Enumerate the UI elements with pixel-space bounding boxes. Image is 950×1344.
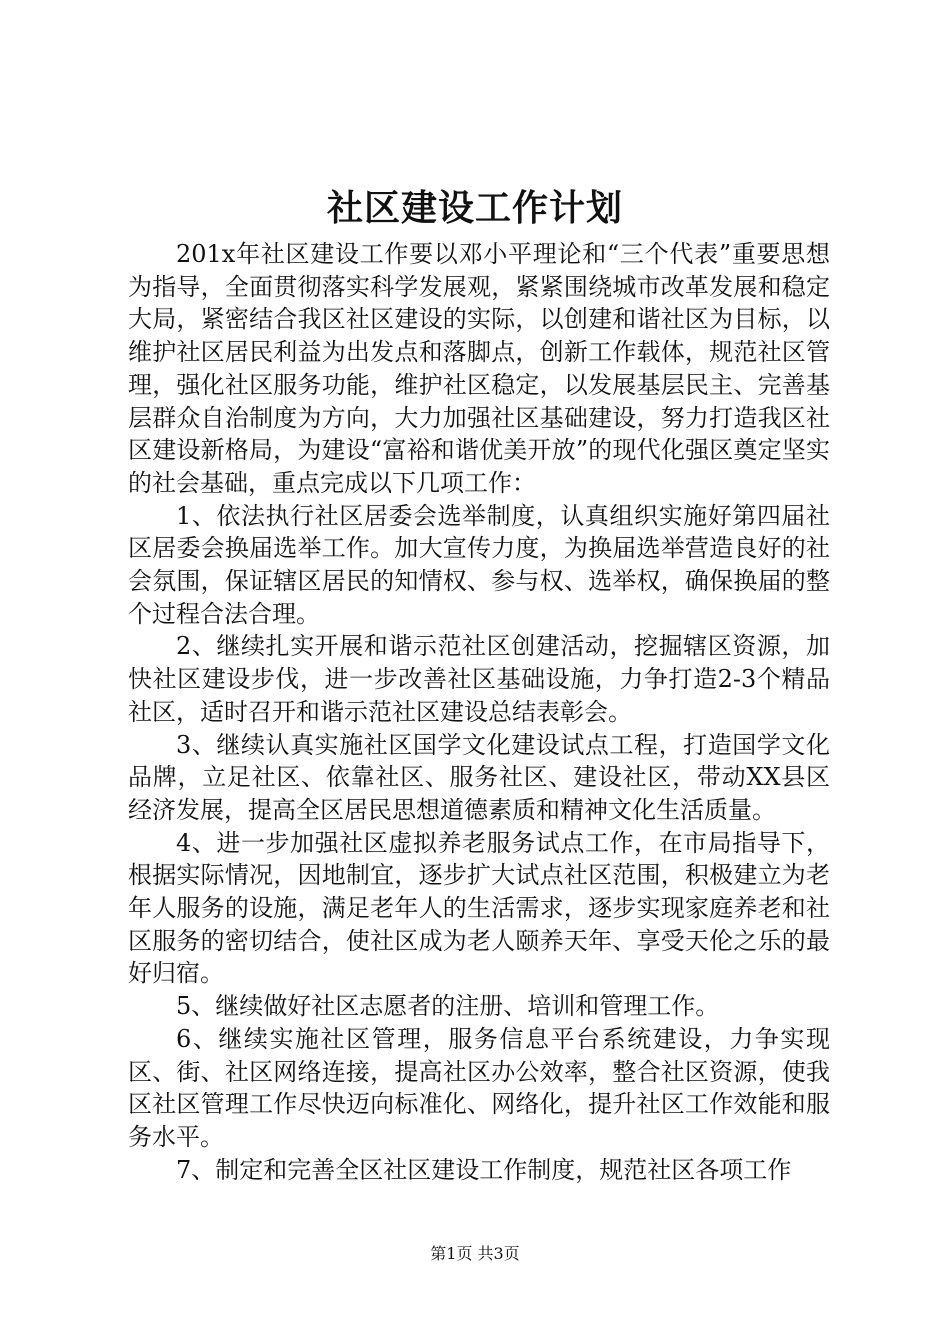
document-body [128,238,830,1186]
item-paragraph-2: 2、继续扎实开展和谐示范社区创建活动，挖掘辖区资源，加快社区建设步伐，进一步改善社区基础设施，力争打造2-3个精品社区，适时召开和谐示范社区建设总结表彰会。 [128,632,830,726]
item-paragraph-7: 7、制定和完善全区社区建设工作制度，规范社区各项工作 [176,1155,792,1184]
intro-paragraph: 201x年社区建设工作要以邓小平理论和“三个代表”重要思想为指导，全面贯彻落实科学发展观，紧紧围绕城市改革发展和稳定大局，紧密结合我区社区建设的实际，以创建和谐社区为目标，以维护社区居民利益为出发点和落脚点，创新工作载体，规范社区管理，强化社区服务功能，维护社区稳定，以发展基层民主、完善基层群众自治制度为方向，大力加强社区基础建设，努力打造我区社区建设新格局，为建设“富裕和谐优美开放”的现代化强区奠定坚实的社会基础，重点完成以下几项工作： [128,240,830,497]
item-paragraph-1: 1、依法执行社区居委会选举制度，认真组织实施好第四届社区居委会换届选举工作。加大宣传力度，为换届选举营造良好的社会氛围，保证辖区居民的知情权、参与权、选举权，确保换届的整个过程合法合理。 [128,501,830,628]
page-number-footer: 第1页 共3页 [430,1244,520,1263]
item-paragraph-6: 6、继续实施社区管理，服务信息平台系统建设，力争实现区、街、社区网络连接，提高社区办公效率，整合社区资源，使我区社区管理工作尽快迈向标准化、网络化，提升社区工作效能和服务水平。 [128,1024,830,1151]
document-title: 社区建设工作计划 [326,187,623,229]
item-paragraph-5: 5、继续做好社区志愿者的注册、培训和管理工作。 [176,992,720,1021]
item-paragraph-4: 4、进一步加强社区虚拟养老服务试点工作，在市局指导下，根据实际情况，因地制宜，逐步扩大试点社区范围，积极建立为老年人服务的设施，满足老年人的生活需求，逐步实现家庭养老和社区服务的密切结合，使社区成为老人颐养天年、享受天伦之乐的最好归宿。 [128,828,830,988]
item-paragraph-3: 3、继续认真实施社区国学文化建设试点工程，打造国学文化品牌，立足社区、依靠社区、服务社区、建设社区，带动XX县区经济发展，提高全区居民思想道德素质和精神文化生活质量。 [128,730,830,824]
